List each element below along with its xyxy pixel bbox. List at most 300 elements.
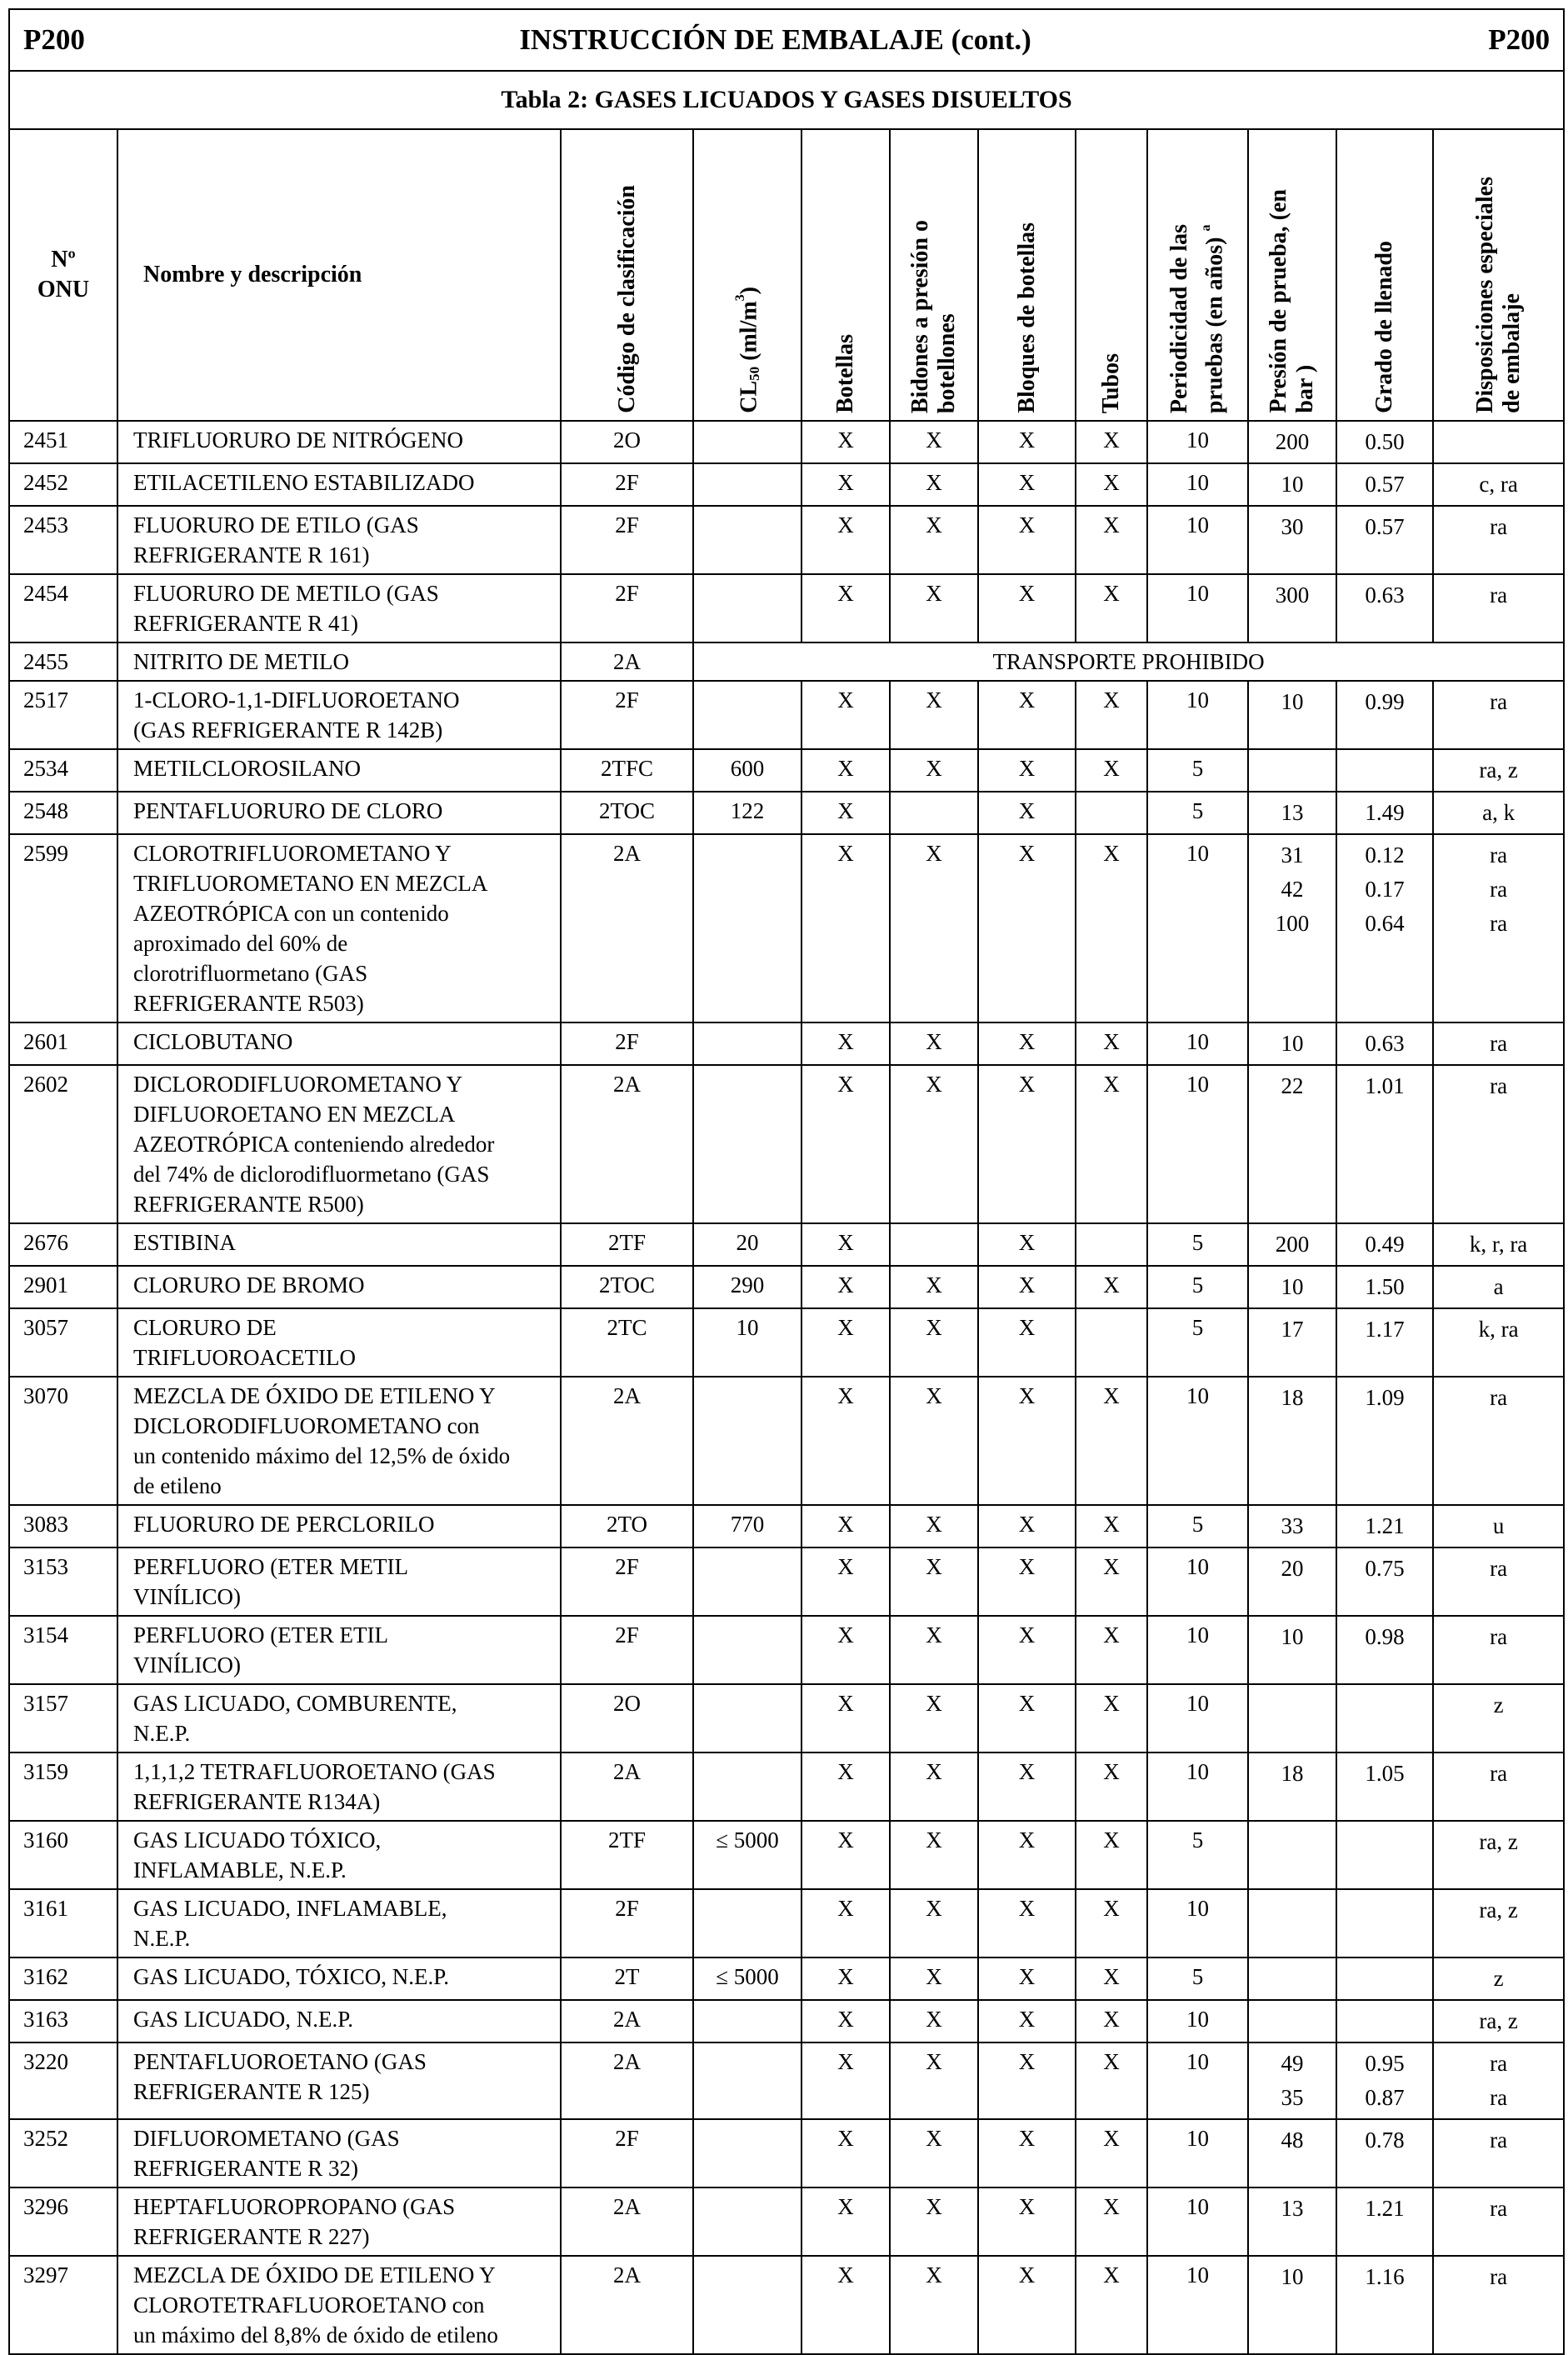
filling-ratio-value: 0.12: [1365, 842, 1405, 868]
special-provisions: [1433, 1065, 1564, 1223]
filling-ratio: [1336, 2119, 1433, 2188]
substance-name: [117, 2188, 561, 2256]
substance-name-line: DICLORODIFLUOROMETANO con: [133, 1413, 480, 1438]
test-pressure: [1248, 834, 1336, 1022]
test-pressure-value: 10: [1281, 1031, 1304, 1056]
substance-name-line: MEZCLA DE ÓXIDO DE ETILENO Y: [133, 1383, 496, 1408]
filling-ratio-value: 0.63: [1365, 582, 1405, 608]
cylinders-mark: X: [801, 1065, 890, 1223]
lc50-value: [693, 506, 801, 574]
filling-ratio: [1336, 1752, 1433, 1821]
filling-ratio: [1336, 749, 1433, 792]
test-pressure: [1248, 2042, 1336, 2119]
un-number: 2452: [9, 463, 117, 506]
special-provisions: [1433, 2119, 1564, 2188]
substance-name: [117, 1505, 561, 1548]
tubes-mark: X: [1076, 2042, 1147, 2119]
table-row: [9, 1684, 1564, 1752]
test-pressure: [1248, 1958, 1336, 2000]
special-provisions: [1433, 574, 1564, 642]
bundles-mark: X: [978, 1377, 1076, 1505]
table-row: [9, 463, 1564, 506]
special-provisions-value: ra: [1490, 842, 1508, 868]
header-onu-line2: ONU: [37, 277, 90, 302]
un-number: 3159: [9, 1752, 117, 1821]
un-number: 3161: [9, 1889, 117, 1958]
period-line2-wrap: [1193, 224, 1228, 413]
classification-code: 2A: [561, 834, 693, 1022]
drums-mark: X: [890, 834, 978, 1022]
cylinders-mark: X: [801, 1752, 890, 1821]
special-provisions-value: ra, z: [1479, 1898, 1518, 1922]
drums-mark: X: [890, 1889, 978, 1958]
test-period: 5: [1147, 1958, 1248, 2000]
table-row: [9, 1308, 1564, 1377]
lc50-value: 600: [693, 749, 801, 792]
test-pressure: [1248, 749, 1336, 792]
test-period: 10: [1147, 1684, 1248, 1752]
test-period: 5: [1147, 1821, 1248, 1889]
substance-name: [117, 421, 561, 463]
substance-name: [117, 1821, 561, 1889]
tubes-mark: X: [1076, 1889, 1147, 1958]
test-pressure-value: 10: [1281, 1274, 1304, 1299]
special-provisions-value: ra: [1490, 582, 1508, 608]
drums-mark: X: [890, 1958, 978, 2000]
special-provisions-value: ra, z: [1479, 758, 1518, 782]
lc50-value: [693, 2256, 801, 2354]
substance-name: [117, 642, 561, 681]
test-period: 10: [1147, 2000, 1248, 2042]
filling-ratio: [1336, 1377, 1433, 1505]
header-bundles: [978, 129, 1076, 421]
filling-ratio: [1336, 463, 1433, 506]
table-body: [9, 421, 1564, 2354]
special-provisions: [1433, 1958, 1564, 2000]
filling-ratio: [1336, 506, 1433, 574]
table-row: [9, 1821, 1564, 1889]
special-provisions: [1433, 1684, 1564, 1752]
substance-name-line: REFRIGERANTE R500): [133, 1192, 364, 1217]
substance-name-line: del 74% de diclorodifluormetano (GAS: [133, 1162, 490, 1187]
header-onu-line1: Nº: [51, 247, 76, 272]
classification-code: 2F: [561, 463, 693, 506]
table-row: [9, 1889, 1564, 1958]
un-number: 2599: [9, 834, 117, 1022]
special-provisions: [1433, 2042, 1564, 2119]
special-provisions-value: c, ra: [1479, 472, 1518, 497]
test-period: 5: [1147, 1266, 1248, 1308]
special-provisions-value: u: [1492, 1513, 1505, 1538]
classification-code: 2A: [561, 2042, 693, 2119]
test-period: 10: [1147, 1548, 1248, 1616]
special-provisions-value: ra: [1490, 1385, 1508, 1410]
classification-code: 2TF: [561, 1223, 693, 1266]
test-period: 10: [1147, 1065, 1248, 1223]
special-provisions-value: ra: [1490, 2085, 1508, 2110]
test-period: 5: [1147, 749, 1248, 792]
prohibited-note: TRANSPORTE PROHIBIDO: [693, 642, 1564, 681]
test-pressure: [1248, 792, 1336, 834]
test-pressure-value: 49: [1281, 2051, 1304, 2076]
table-row: [9, 2119, 1564, 2188]
bundles-mark: X: [978, 1065, 1076, 1223]
un-number: 2455: [9, 642, 117, 681]
substance-name: [117, 506, 561, 574]
special-provisions: [1433, 681, 1564, 749]
classification-code: 2F: [561, 1616, 693, 1684]
filling-ratio-value: 0.57: [1365, 514, 1405, 539]
un-number: 2534: [9, 749, 117, 792]
filling-ratio: [1336, 2188, 1433, 2256]
substance-name-line: VINÍLICO): [133, 1584, 241, 1609]
substance-name-line: 1,1,1,2 TETRAFLUOROETANO (GAS: [133, 1759, 496, 1784]
classification-code: 2A: [561, 1377, 693, 1505]
table-row: [9, 574, 1564, 642]
header-period: [1147, 129, 1248, 421]
substance-name: [117, 2256, 561, 2354]
filling-ratio-value: 0.64: [1365, 911, 1405, 936]
lc50-value: [693, 1684, 801, 1752]
bundles-mark: X: [978, 574, 1076, 642]
table-row: [9, 2042, 1564, 2119]
lc50-value: [693, 1616, 801, 1684]
test-period: 5: [1147, 1505, 1248, 1548]
test-period: 5: [1147, 792, 1248, 834]
special-line2: de embalaje: [1498, 293, 1525, 413]
cylinders-mark: X: [801, 1889, 890, 1958]
substance-name: [117, 574, 561, 642]
filling-ratio-value: 0.95: [1365, 2051, 1405, 2076]
bundles-mark: X: [978, 2042, 1076, 2119]
test-pressure: [1248, 681, 1336, 749]
test-period: 10: [1147, 1889, 1248, 1958]
test-pressure: [1248, 506, 1336, 574]
drums-mark: X: [890, 1684, 978, 1752]
substance-name-line: TRIFLUORURO DE NITRÓGENO: [133, 428, 463, 452]
test-pressure-value: 20: [1281, 1556, 1304, 1581]
un-number: 2453: [9, 506, 117, 574]
classification-code: 2F: [561, 574, 693, 642]
substance-name-line: CLORURO DE BROMO: [133, 1272, 365, 1298]
lc50-value: 122: [693, 792, 801, 834]
special-provisions: [1433, 1223, 1564, 1266]
test-pressure: [1248, 421, 1336, 463]
special-provisions-value: ra, z: [1479, 2008, 1518, 2033]
un-number: 2548: [9, 792, 117, 834]
cylinders-mark: X: [801, 1022, 890, 1065]
substance-name-line: PENTAFLUORURO DE CLORO: [133, 798, 443, 823]
special-provisions: [1433, 1889, 1564, 1958]
tubes-mark: X: [1076, 2188, 1147, 2256]
lc50-value: [693, 2000, 801, 2042]
substance-name: [117, 1548, 561, 1616]
filling-ratio: [1336, 1266, 1433, 1308]
special-provisions-value: k, ra: [1478, 1317, 1519, 1342]
cylinders-mark: X: [801, 1377, 890, 1505]
un-number: 2676: [9, 1223, 117, 1266]
un-number: 3296: [9, 2188, 117, 2256]
bundles-mark: X: [978, 1889, 1076, 1958]
tubes-mark: [1076, 1308, 1147, 1377]
instruction-code-right: P200: [1433, 9, 1564, 71]
substance-name-line: GAS LICUADO, INFLAMABLE,: [133, 1896, 447, 1921]
lc50-value: 770: [693, 1505, 801, 1548]
un-number: 3157: [9, 1684, 117, 1752]
un-number: 3252: [9, 2119, 117, 2188]
table-row: [9, 1752, 1564, 1821]
bundles-mark: X: [978, 1505, 1076, 1548]
filling-ratio-value: 1.05: [1365, 1761, 1405, 1786]
period-line1: Periodicidad de las: [1166, 223, 1193, 413]
pressure-line2: bar ): [1292, 365, 1318, 413]
test-period: 10: [1147, 463, 1248, 506]
header-drums: [890, 129, 978, 421]
lc50-unit-sup: 3: [732, 294, 747, 302]
bundles-mark: X: [978, 2000, 1076, 2042]
substance-name: [117, 1958, 561, 2000]
substance-name-line: REFRIGERANTE R 41): [133, 611, 358, 636]
test-pressure: [1248, 1377, 1336, 1505]
packing-instruction-table: [8, 8, 1565, 2355]
substance-name-line: AZEOTRÓPICA conteniendo alrededor: [133, 1132, 495, 1157]
filling-ratio-value: 1.49: [1365, 800, 1405, 825]
cylinders-mark: X: [801, 1958, 890, 2000]
test-period: 10: [1147, 1377, 1248, 1505]
special-provisions: [1433, 463, 1564, 506]
filling-ratio: [1336, 2000, 1433, 2042]
filling-ratio: [1336, 1889, 1433, 1958]
lc50-value: [693, 1889, 801, 1958]
special-provisions: [1433, 1821, 1564, 1889]
special-line1: Disposiciones especiales: [1471, 177, 1498, 413]
filling-ratio: [1336, 1958, 1433, 2000]
test-pressure: [1248, 2256, 1336, 2354]
test-period: 10: [1147, 2256, 1248, 2354]
tubes-mark: X: [1076, 1505, 1147, 1548]
filling-ratio: [1336, 2256, 1433, 2354]
filling-ratio-value: 1.09: [1365, 1385, 1405, 1410]
drums-mark: X: [890, 1821, 978, 1889]
period-line2: pruebas (en años): [1201, 237, 1228, 413]
lc50-value: [693, 463, 801, 506]
test-pressure-value: 10: [1281, 472, 1304, 497]
lc50-sub: 50: [746, 367, 762, 382]
tubes-mark: X: [1076, 1821, 1147, 1889]
cylinders-mark: X: [801, 681, 890, 749]
table-row: [9, 506, 1564, 574]
substance-name-line: REFRIGERANTE R 227): [133, 2224, 370, 2249]
cylinders-mark: X: [801, 463, 890, 506]
un-number: 2454: [9, 574, 117, 642]
bundles-mark: X: [978, 1684, 1076, 1752]
special-provisions-value: k, r, ra: [1469, 1232, 1528, 1257]
drums-mark: X: [890, 1505, 978, 1548]
lc50-value: [693, 681, 801, 749]
un-number: 2517: [9, 681, 117, 749]
substance-name: [117, 1752, 561, 1821]
drums-mark: X: [890, 574, 978, 642]
filling-ratio-value: 0.98: [1365, 1624, 1405, 1649]
drums-mark: X: [890, 2119, 978, 2188]
substance-name: [117, 1308, 561, 1377]
substance-name: [117, 1223, 561, 1266]
filling-ratio: [1336, 1223, 1433, 1266]
filling-ratio: [1336, 1022, 1433, 1065]
tubes-mark: X: [1076, 834, 1147, 1022]
drums-mark: X: [890, 1266, 978, 1308]
substance-name-line: N.E.P.: [133, 1721, 191, 1746]
substance-name: [117, 463, 561, 506]
tubes-mark: X: [1076, 1266, 1147, 1308]
cylinders-mark: X: [801, 1616, 890, 1684]
test-pressure: [1248, 1065, 1336, 1223]
substance-name-line: NITRITO DE METILO: [133, 649, 349, 674]
header-cylinders-text: Botellas: [832, 334, 858, 413]
filling-ratio: [1336, 421, 1433, 463]
substance-name-line: REFRIGERANTE R 161): [133, 542, 370, 568]
test-period: 10: [1147, 2188, 1248, 2256]
substance-name-line: CLOROTRIFLUOROMETANO Y: [133, 841, 452, 866]
header-filling-text: Grado de llenado: [1371, 241, 1398, 413]
table-row: [9, 1266, 1564, 1308]
test-period: 5: [1147, 1308, 1248, 1377]
test-pressure: [1248, 2188, 1336, 2256]
pressure-line1: Presión de prueba, (en: [1266, 189, 1291, 413]
special-provisions-value: a: [1493, 1274, 1504, 1299]
lc50-value: [693, 1377, 801, 1505]
test-pressure-value: 13: [1281, 800, 1304, 825]
classification-code: 2T: [561, 1958, 693, 2000]
filling-ratio-value: 0.75: [1365, 1556, 1405, 1581]
drums-mark: X: [890, 463, 978, 506]
filling-ratio-value: 0.49: [1365, 1232, 1405, 1257]
header-drums-text: [907, 220, 961, 413]
special-provisions-value: z: [1493, 1966, 1504, 1991]
filling-ratio: [1336, 1684, 1433, 1752]
test-pressure: [1248, 1752, 1336, 1821]
substance-name-line: REFRIGERANTE R134A): [133, 1789, 381, 1814]
un-number: 3162: [9, 1958, 117, 2000]
bundles-mark: X: [978, 749, 1076, 792]
classification-code: 2TFC: [561, 749, 693, 792]
special-provisions: [1433, 506, 1564, 574]
filling-ratio: [1336, 1308, 1433, 1377]
table-row: [9, 1223, 1564, 1266]
test-period: 10: [1147, 834, 1248, 1022]
test-pressure-value: 48: [1281, 2128, 1304, 2152]
un-number: 3163: [9, 2000, 117, 2042]
table-row: [9, 1377, 1564, 1505]
filling-ratio-value: 1.17: [1365, 1317, 1405, 1342]
column-header-row: [9, 129, 1564, 421]
lc50-value: [693, 421, 801, 463]
tubes-mark: [1076, 1223, 1147, 1266]
lc50-value: [693, 1548, 801, 1616]
substance-name-line: de etileno: [133, 1473, 222, 1498]
substance-name: [117, 792, 561, 834]
special-provisions-value: ra: [1490, 689, 1508, 714]
special-provisions-value: a, k: [1482, 800, 1516, 825]
substance-name: [117, 1889, 561, 1958]
test-pressure: [1248, 1616, 1336, 1684]
special-provisions: [1433, 1505, 1564, 1548]
drums-mark: X: [890, 681, 978, 749]
special-provisions-value: ra: [1490, 2128, 1508, 2152]
cylinders-mark: X: [801, 2042, 890, 2119]
substance-name-line: REFRIGERANTE R 32): [133, 2156, 358, 2181]
drums-mark: X: [890, 2188, 978, 2256]
substance-name-line: TRIFLUOROACETILO: [133, 1345, 356, 1370]
filling-ratio-value: 0.63: [1365, 1031, 1405, 1056]
lc50-value: [693, 1752, 801, 1821]
test-pressure-value: 22: [1281, 1073, 1304, 1098]
substance-name-line: TRIFLUOROMETANO EN MEZCLA: [133, 871, 488, 896]
substance-name: [117, 2000, 561, 2042]
table-row: [9, 681, 1564, 749]
test-pressure: [1248, 1223, 1336, 1266]
drums-line2: botellones: [934, 313, 960, 413]
lc50-value: ≤ 5000: [693, 1958, 801, 2000]
test-period: 10: [1147, 1022, 1248, 1065]
special-provisions-value: ra: [1490, 1624, 1508, 1649]
cylinders-mark: X: [801, 506, 890, 574]
un-number: 3297: [9, 2256, 117, 2354]
header-tubes-text: Tubos: [1098, 352, 1124, 413]
bundles-mark: X: [978, 1266, 1076, 1308]
test-period: 10: [1147, 506, 1248, 574]
classification-code: 2F: [561, 1889, 693, 1958]
substance-name-line: (GAS REFRIGERANTE R 142B): [133, 718, 443, 742]
bundles-mark: X: [978, 1548, 1076, 1616]
special-provisions-value: ra: [1490, 1031, 1508, 1056]
test-period: 10: [1147, 2119, 1248, 2188]
substance-name-line: REFRIGERANTE R503): [133, 991, 364, 1016]
un-number: 2451: [9, 421, 117, 463]
classification-code: 2A: [561, 2000, 693, 2042]
un-number: 3070: [9, 1377, 117, 1505]
special-provisions: [1433, 2256, 1564, 2354]
lc50-value: 290: [693, 1266, 801, 1308]
substance-name-line: REFRIGERANTE R 125): [133, 2079, 370, 2104]
substance-name-line: CICLOBUTANO: [133, 1029, 293, 1054]
test-pressure: [1248, 2119, 1336, 2188]
table-row: [9, 834, 1564, 1022]
substance-name-line: HEPTAFLUOROPROPANO (GAS: [133, 2194, 456, 2219]
un-number: 2602: [9, 1065, 117, 1223]
substance-name: [117, 1266, 561, 1308]
special-provisions: [1433, 2000, 1564, 2042]
special-provisions: [1433, 1616, 1564, 1684]
special-provisions-value: ra: [1490, 877, 1508, 902]
bundles-mark: X: [978, 1616, 1076, 1684]
tubes-mark: X: [1076, 574, 1147, 642]
filling-ratio-value: 1.21: [1365, 2196, 1405, 2221]
special-provisions-value: ra: [1490, 2264, 1508, 2289]
filling-ratio-value: 1.21: [1365, 1513, 1405, 1538]
substance-name-line: un contenido máximo del 12,5% de óxido: [133, 1443, 511, 1468]
cylinders-mark: X: [801, 792, 890, 834]
test-pressure-value: 18: [1281, 1385, 1304, 1410]
filling-ratio-value: 1.01: [1365, 1073, 1405, 1098]
test-period: 10: [1147, 421, 1248, 463]
test-pressure-value: 17: [1281, 1317, 1304, 1342]
classification-code: 2A: [561, 2256, 693, 2354]
substance-name: [117, 2119, 561, 2188]
special-provisions: [1433, 749, 1564, 792]
substance-name-line: VINÍLICO): [133, 1652, 241, 1678]
special-provisions-value: ra: [1490, 1073, 1508, 1098]
